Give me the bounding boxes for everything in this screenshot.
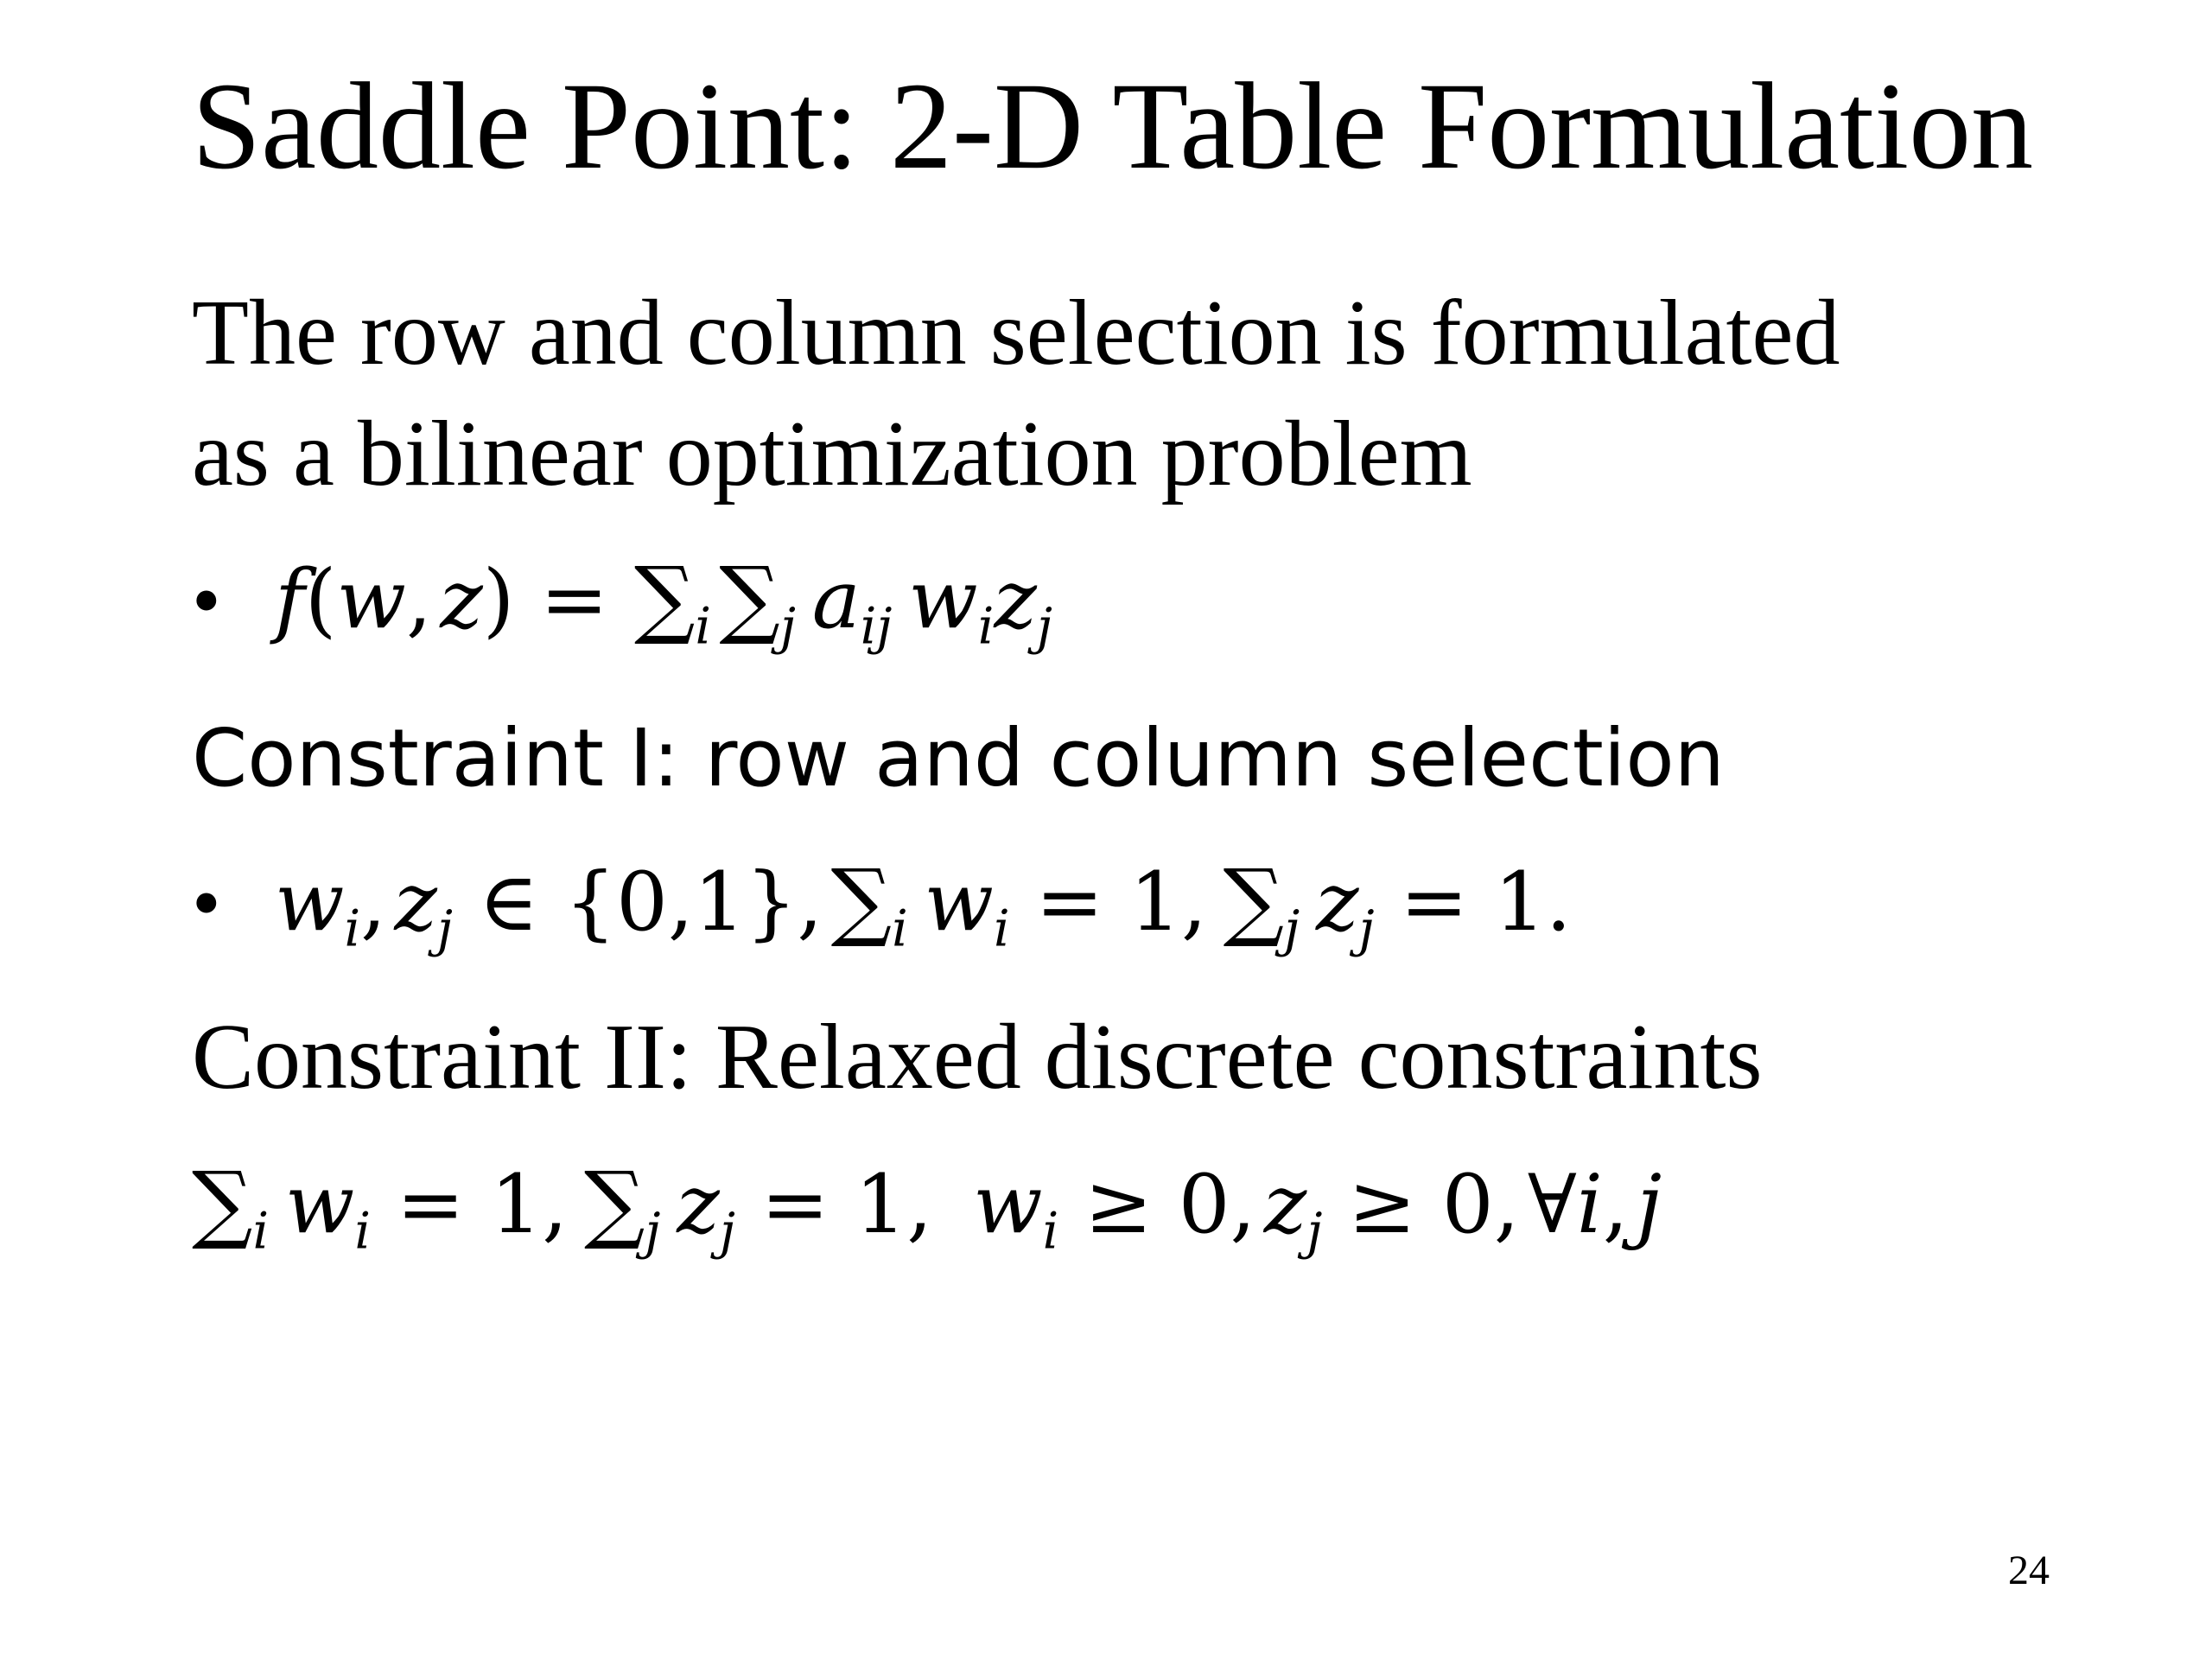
slide-title: Saddle Point: 2-D Table Formulation	[192, 58, 2034, 195]
bullet-marker: •	[192, 554, 221, 646]
constraint-2-formula: $\sum_i$ $w_i = 1$, $\sum_j$ $z_j = 1$, $w_i \ge 0$, $z_j \ge 0$, ∀i, j	[192, 1154, 1662, 1261]
constraint-1-heading: Constraint I: row and column selection	[192, 712, 1725, 804]
constraint-1-formula: $w_i$, $z_j$ ∈ {0,1}, $\sum_i$ $w_i = 1$, $\sum_j$ $z_j = 1$.	[275, 851, 1572, 958]
objective-function-formula: f(w, $z) = \sum_i$ $\sum_j$ $a_{ij}$ $w_iz_j$	[275, 549, 1052, 656]
intro-line-1: The row and column selection is formulated	[192, 282, 1840, 385]
page-number: 24	[2008, 1548, 2050, 1593]
bullet-marker: •	[192, 856, 221, 949]
intro-line-2: as a bilinear optimization problem	[192, 403, 1472, 505]
constraint-2-heading: Constraint II: Relaxed discrete constraints	[192, 1006, 1763, 1109]
